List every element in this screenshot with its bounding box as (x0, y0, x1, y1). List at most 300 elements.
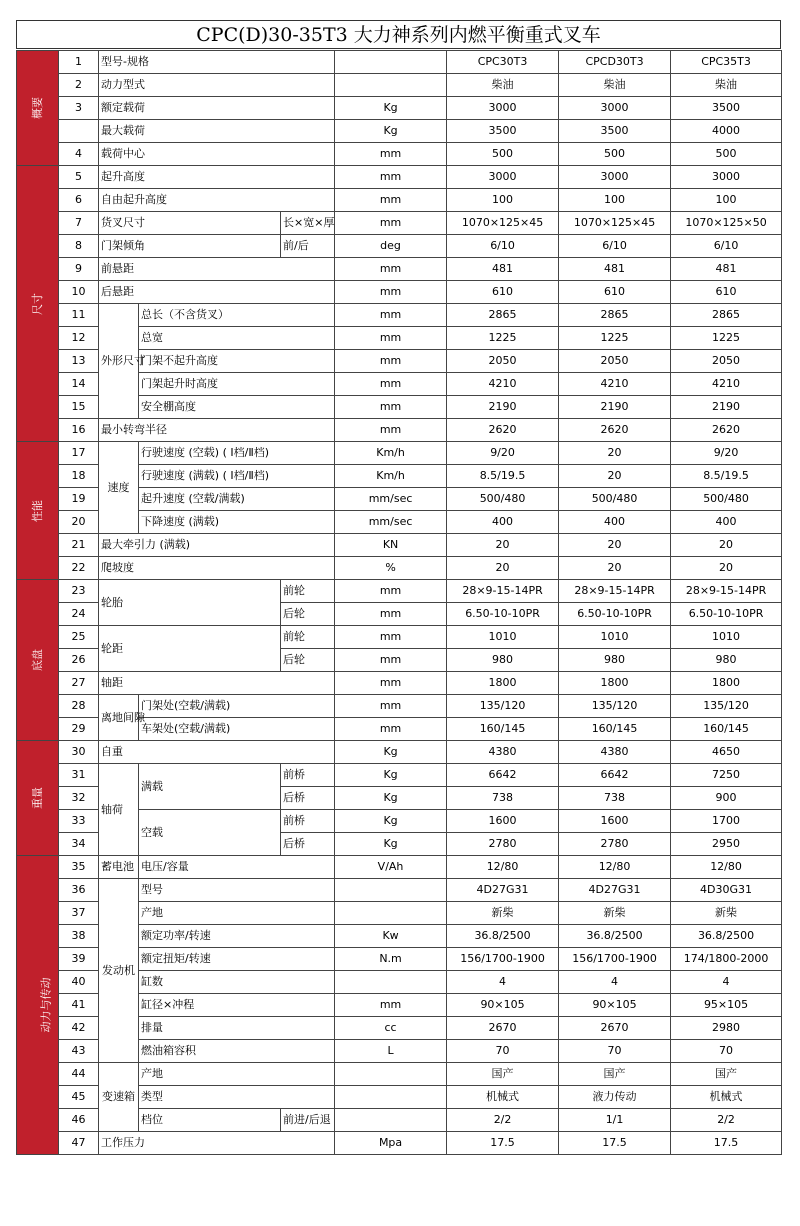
row-value: 500 (559, 143, 671, 166)
row-value: 156/1700-1900 (447, 948, 559, 971)
row-value: 481 (671, 258, 782, 281)
row-group: 变速箱 (99, 1063, 139, 1132)
row-number: 7 (59, 212, 99, 235)
row-value: 481 (447, 258, 559, 281)
row-value: 160/145 (447, 718, 559, 741)
row-value: 3000 (559, 97, 671, 120)
spec-row (17, 304, 782, 327)
row-value: 2620 (671, 419, 782, 442)
row-value: 3000 (447, 166, 559, 189)
row-group: 速度 (99, 442, 139, 534)
row-value: 2/2 (671, 1109, 782, 1132)
row-sublabel: 后轮 (281, 603, 335, 626)
row-unit: N.m (335, 948, 447, 971)
category-dimensions (17, 166, 59, 442)
row-value: 400 (559, 511, 671, 534)
row-value: 135/120 (671, 695, 782, 718)
row-value: 1600 (559, 810, 671, 833)
row-sublabel: 前轮 (281, 580, 335, 603)
row-value: 17.5 (559, 1132, 671, 1155)
category-performance (17, 442, 59, 580)
row-unit (335, 74, 447, 97)
row-unit: mm (335, 603, 447, 626)
row-number: 47 (59, 1132, 99, 1155)
row-number: 31 (59, 764, 99, 787)
row-value: 8.5/19.5 (671, 465, 782, 488)
row-unit: % (335, 557, 447, 580)
row-value: 新柴 (447, 902, 559, 925)
row-value: 20 (559, 442, 671, 465)
row-value: 36.8/2500 (671, 925, 782, 948)
row-label: 最大牵引力 (满载) (99, 534, 335, 557)
row-label: 起升速度 (空载/满载) (139, 488, 335, 511)
category-label: 概要 (30, 97, 44, 119)
spec-row (17, 143, 782, 166)
spec-row (17, 1063, 782, 1086)
row-value: 400 (447, 511, 559, 534)
spec-row (17, 580, 782, 603)
row-label: 下降速度 (满载) (139, 511, 335, 534)
row-value: 28×9-15-14PR (559, 580, 671, 603)
row-value: 6642 (559, 764, 671, 787)
row-value: 160/145 (559, 718, 671, 741)
row-unit: mm (335, 327, 447, 350)
row-label: 产地 (139, 1063, 335, 1086)
row-unit: Kg (335, 764, 447, 787)
row-value: 6/10 (559, 235, 671, 258)
row-value: CPC35T3 (671, 51, 782, 74)
row-label: 型号-规格 (99, 51, 335, 74)
row-number: 5 (59, 166, 99, 189)
row-number: 40 (59, 971, 99, 994)
row-number: 27 (59, 672, 99, 695)
row-label: 燃油箱容积 (139, 1040, 335, 1063)
row-value: 90×105 (447, 994, 559, 1017)
row-label: 门架处(空载/满载) (139, 695, 335, 718)
row-label: 后悬距 (99, 281, 335, 304)
category-weight (17, 741, 59, 856)
row-number: 9 (59, 258, 99, 281)
row-number: 37 (59, 902, 99, 925)
spec-row (17, 74, 782, 97)
row-number: 2 (59, 74, 99, 97)
row-value: 20 (447, 557, 559, 580)
row-value: 2670 (447, 1017, 559, 1040)
spec-row (17, 258, 782, 281)
row-value: 1010 (671, 626, 782, 649)
row-unit: V/Ah (335, 856, 447, 879)
row-value: 20 (447, 534, 559, 557)
row-unit: mm (335, 281, 447, 304)
category-overview (17, 51, 59, 166)
row-value: 国产 (671, 1063, 782, 1086)
row-number: 3 (59, 97, 99, 120)
row-number: 35 (59, 856, 99, 879)
row-unit: mm/sec (335, 511, 447, 534)
row-group: 离地间隙 (99, 695, 139, 741)
row-value: 20 (559, 534, 671, 557)
row-sublabel: 前进/后退 (281, 1109, 335, 1132)
row-unit: Kw (335, 925, 447, 948)
row-unit: Kg (335, 741, 447, 764)
row-value: 135/120 (447, 695, 559, 718)
row-label: 总长（不含货叉） (139, 304, 335, 327)
row-value: 36.8/2500 (559, 925, 671, 948)
row-value: CPCD30T3 (559, 51, 671, 74)
row-value: 机械式 (447, 1086, 559, 1109)
row-value: 980 (559, 649, 671, 672)
row-number: 29 (59, 718, 99, 741)
row-unit: mm (335, 626, 447, 649)
row-number: 11 (59, 304, 99, 327)
row-unit (335, 1109, 447, 1132)
spec-row (17, 189, 782, 212)
row-label: 货叉尺寸 (99, 212, 281, 235)
row-number: 13 (59, 350, 99, 373)
category-label: 动力与传动 (39, 977, 53, 1033)
row-label: 最小转弯半径 (99, 419, 335, 442)
spec-row (17, 856, 782, 879)
row-value: 1010 (447, 626, 559, 649)
row-value: 500/480 (671, 488, 782, 511)
row-number (59, 120, 99, 143)
row-unit: mm (335, 718, 447, 741)
row-unit: mm (335, 994, 447, 1017)
row-label: 前悬距 (99, 258, 335, 281)
row-number: 36 (59, 879, 99, 902)
row-unit: Mpa (335, 1132, 447, 1155)
row-value: 1070×125×45 (447, 212, 559, 235)
spec-row (17, 442, 782, 465)
row-number: 10 (59, 281, 99, 304)
spec-row (17, 557, 782, 580)
row-sublabel: 后桥 (281, 787, 335, 810)
spec-row (17, 626, 782, 649)
row-value: 4000 (671, 120, 782, 143)
row-value: 20 (559, 465, 671, 488)
row-sublabel: 后轮 (281, 649, 335, 672)
row-value: 4 (447, 971, 559, 994)
row-value: 2780 (559, 833, 671, 856)
row-value: 12/80 (447, 856, 559, 879)
row-value: 1070×125×50 (671, 212, 782, 235)
row-unit: Kg (335, 810, 447, 833)
category-label: 重量 (30, 787, 44, 809)
row-label: 类型 (139, 1086, 335, 1109)
row-number: 18 (59, 465, 99, 488)
row-value: 610 (559, 281, 671, 304)
row-value: 2050 (671, 350, 782, 373)
row-label: 动力型式 (99, 74, 335, 97)
row-value: 6.50-10-10PR (559, 603, 671, 626)
row-value: 20 (671, 534, 782, 557)
row-label: 行驶速度 (空载) ( Ⅰ档/Ⅱ档) (139, 442, 335, 465)
row-label: 起升高度 (99, 166, 335, 189)
row-value: 1010 (559, 626, 671, 649)
row-number: 42 (59, 1017, 99, 1040)
row-value: 柴油 (671, 74, 782, 97)
row-value: 4D27G31 (447, 879, 559, 902)
row-value: 6.50-10-10PR (671, 603, 782, 626)
row-value: 2050 (559, 350, 671, 373)
row-group: 发动机 (99, 879, 139, 1063)
row-value: 28×9-15-14PR (447, 580, 559, 603)
row-value: 2865 (447, 304, 559, 327)
row-value: 95×105 (671, 994, 782, 1017)
row-value: 4210 (559, 373, 671, 396)
row-unit: mm (335, 166, 447, 189)
row-value: 100 (447, 189, 559, 212)
spec-row (17, 97, 782, 120)
row-number: 46 (59, 1109, 99, 1132)
row-value: 500/480 (559, 488, 671, 511)
row-unit: Kg (335, 120, 447, 143)
row-number: 12 (59, 327, 99, 350)
row-value: 机械式 (671, 1086, 782, 1109)
row-number: 15 (59, 396, 99, 419)
row-value: 6/10 (447, 235, 559, 258)
row-number: 44 (59, 1063, 99, 1086)
row-value: 4D30G31 (671, 879, 782, 902)
row-value: 2980 (671, 1017, 782, 1040)
row-value: 4210 (447, 373, 559, 396)
row-unit: mm (335, 143, 447, 166)
row-unit (335, 1063, 447, 1086)
row-group: 外形尺寸 (99, 304, 139, 419)
row-value: 3000 (447, 97, 559, 120)
row-unit: mm (335, 396, 447, 419)
row-unit: mm (335, 695, 447, 718)
row-unit (335, 902, 447, 925)
row-value: 1225 (671, 327, 782, 350)
row-unit: mm (335, 258, 447, 281)
row-value: CPC30T3 (447, 51, 559, 74)
row-number: 25 (59, 626, 99, 649)
row-number: 38 (59, 925, 99, 948)
row-value: 2190 (671, 396, 782, 419)
row-number: 24 (59, 603, 99, 626)
row-label: 门架倾角 (99, 235, 281, 258)
row-value: 738 (559, 787, 671, 810)
row-unit: mm (335, 350, 447, 373)
row-value: 1800 (559, 672, 671, 695)
row-value: 4380 (447, 741, 559, 764)
row-label: 行驶速度 (满载) ( Ⅰ档/Ⅱ档) (139, 465, 335, 488)
row-value: 1070×125×45 (559, 212, 671, 235)
row-value: 980 (671, 649, 782, 672)
row-value: 12/80 (559, 856, 671, 879)
row-value: 6/10 (671, 235, 782, 258)
row-group-sub: 空载 (139, 810, 281, 856)
row-label: 型号 (139, 879, 335, 902)
spec-row (17, 534, 782, 557)
row-sublabel: 前/后 (281, 235, 335, 258)
row-value: 900 (671, 787, 782, 810)
spec-row (17, 741, 782, 764)
row-value: 1225 (559, 327, 671, 350)
row-unit: L (335, 1040, 447, 1063)
row-value: 70 (559, 1040, 671, 1063)
category-label: 尺寸 (30, 292, 44, 315)
row-unit (335, 1086, 447, 1109)
row-group: 蓄电池 (99, 856, 139, 879)
row-number: 26 (59, 649, 99, 672)
row-number: 17 (59, 442, 99, 465)
category-label: 性能 (30, 499, 44, 522)
row-label: 最大载荷 (99, 120, 335, 143)
row-unit: mm (335, 212, 447, 235)
row-value: 500 (671, 143, 782, 166)
category-power (17, 856, 59, 1155)
row-value: 2670 (559, 1017, 671, 1040)
row-unit (335, 971, 447, 994)
row-unit: mm (335, 580, 447, 603)
row-value: 2190 (559, 396, 671, 419)
row-unit: KN (335, 534, 447, 557)
row-unit: mm (335, 672, 447, 695)
spec-row (17, 419, 782, 442)
category-chassis (17, 580, 59, 741)
row-sublabel: 前桥 (281, 764, 335, 787)
row-value: 2620 (447, 419, 559, 442)
row-unit: Km/h (335, 465, 447, 488)
row-value: 160/145 (671, 718, 782, 741)
row-label: 产地 (139, 902, 335, 925)
row-label: 总宽 (139, 327, 335, 350)
row-value: 400 (671, 511, 782, 534)
row-value: 液力传动 (559, 1086, 671, 1109)
spec-row (17, 672, 782, 695)
row-number: 8 (59, 235, 99, 258)
row-value: 70 (671, 1040, 782, 1063)
spec-row (17, 695, 782, 718)
row-value: 2865 (671, 304, 782, 327)
row-number: 32 (59, 787, 99, 810)
row-value: 1/1 (559, 1109, 671, 1132)
row-sublabel: 前轮 (281, 626, 335, 649)
row-number: 28 (59, 695, 99, 718)
row-label: 缸径×冲程 (139, 994, 335, 1017)
row-value: 1700 (671, 810, 782, 833)
row-value: 156/1700-1900 (559, 948, 671, 971)
row-value: 17.5 (447, 1132, 559, 1155)
row-group: 轮胎 (99, 580, 281, 626)
page-title: CPC(D)30-35T3 大力神系列内燃平衡重式叉车 (16, 20, 781, 49)
row-label: 工作压力 (99, 1132, 335, 1155)
row-unit: mm (335, 649, 447, 672)
row-value: 3000 (559, 166, 671, 189)
row-value: 6.50-10-10PR (447, 603, 559, 626)
row-value: 4380 (559, 741, 671, 764)
row-unit: mm (335, 189, 447, 212)
row-value: 9/20 (447, 442, 559, 465)
spec-row (17, 212, 782, 235)
row-unit: Kg (335, 833, 447, 856)
row-unit: deg (335, 235, 447, 258)
row-value: 新柴 (559, 902, 671, 925)
row-value: 国产 (447, 1063, 559, 1086)
row-label: 爬坡度 (99, 557, 335, 580)
row-value: 3000 (671, 166, 782, 189)
row-value: 柴油 (447, 74, 559, 97)
row-value: 2050 (447, 350, 559, 373)
row-value: 481 (559, 258, 671, 281)
row-value: 3500 (671, 97, 782, 120)
row-value: 8.5/19.5 (447, 465, 559, 488)
row-value: 4210 (671, 373, 782, 396)
row-value: 3500 (559, 120, 671, 143)
row-value: 135/120 (559, 695, 671, 718)
spec-row (17, 51, 782, 74)
row-label: 轴距 (99, 672, 335, 695)
row-value: 500/480 (447, 488, 559, 511)
row-value: 9/20 (671, 442, 782, 465)
row-value: 100 (671, 189, 782, 212)
spec-row (17, 120, 782, 143)
row-label: 额定扭矩/转速 (139, 948, 335, 971)
row-value: 100 (559, 189, 671, 212)
spec-row (17, 166, 782, 189)
row-value: 4D27G31 (559, 879, 671, 902)
spec-row (17, 879, 782, 902)
row-unit: Kg (335, 97, 447, 120)
row-label: 排量 (139, 1017, 335, 1040)
row-number: 1 (59, 51, 99, 74)
category-label: 底盘 (30, 649, 44, 671)
row-sublabel: 前桥 (281, 810, 335, 833)
row-number: 21 (59, 534, 99, 557)
row-number: 30 (59, 741, 99, 764)
row-unit: cc (335, 1017, 447, 1040)
row-number: 39 (59, 948, 99, 971)
row-number: 34 (59, 833, 99, 856)
row-group: 轴荷 (99, 764, 139, 856)
row-value: 738 (447, 787, 559, 810)
row-value: 4 (671, 971, 782, 994)
row-unit: mm (335, 373, 447, 396)
row-value: 12/80 (671, 856, 782, 879)
row-value: 2865 (559, 304, 671, 327)
row-value: 1800 (671, 672, 782, 695)
row-value: 500 (447, 143, 559, 166)
row-value: 1600 (447, 810, 559, 833)
row-label: 门架不起升高度 (139, 350, 335, 373)
row-label: 安全棚高度 (139, 396, 335, 419)
row-number: 43 (59, 1040, 99, 1063)
row-value: 1800 (447, 672, 559, 695)
row-sublabel: 后桥 (281, 833, 335, 856)
row-unit: Kg (335, 787, 447, 810)
row-number: 45 (59, 1086, 99, 1109)
row-label: 缸数 (139, 971, 335, 994)
row-unit: Km/h (335, 442, 447, 465)
row-number: 41 (59, 994, 99, 1017)
row-value: 20 (671, 557, 782, 580)
row-value: 2/2 (447, 1109, 559, 1132)
row-label: 车架处(空载/满载) (139, 718, 335, 741)
spec-table (16, 50, 782, 1155)
row-value: 28×9-15-14PR (671, 580, 782, 603)
row-value: 36.8/2500 (447, 925, 559, 948)
row-unit: mm/sec (335, 488, 447, 511)
row-sublabel: 长×宽×厚 (281, 212, 335, 235)
row-unit: mm (335, 419, 447, 442)
row-value: 6642 (447, 764, 559, 787)
row-number: 33 (59, 810, 99, 833)
row-number: 14 (59, 373, 99, 396)
row-number: 23 (59, 580, 99, 603)
row-group-sub: 满载 (139, 764, 281, 810)
